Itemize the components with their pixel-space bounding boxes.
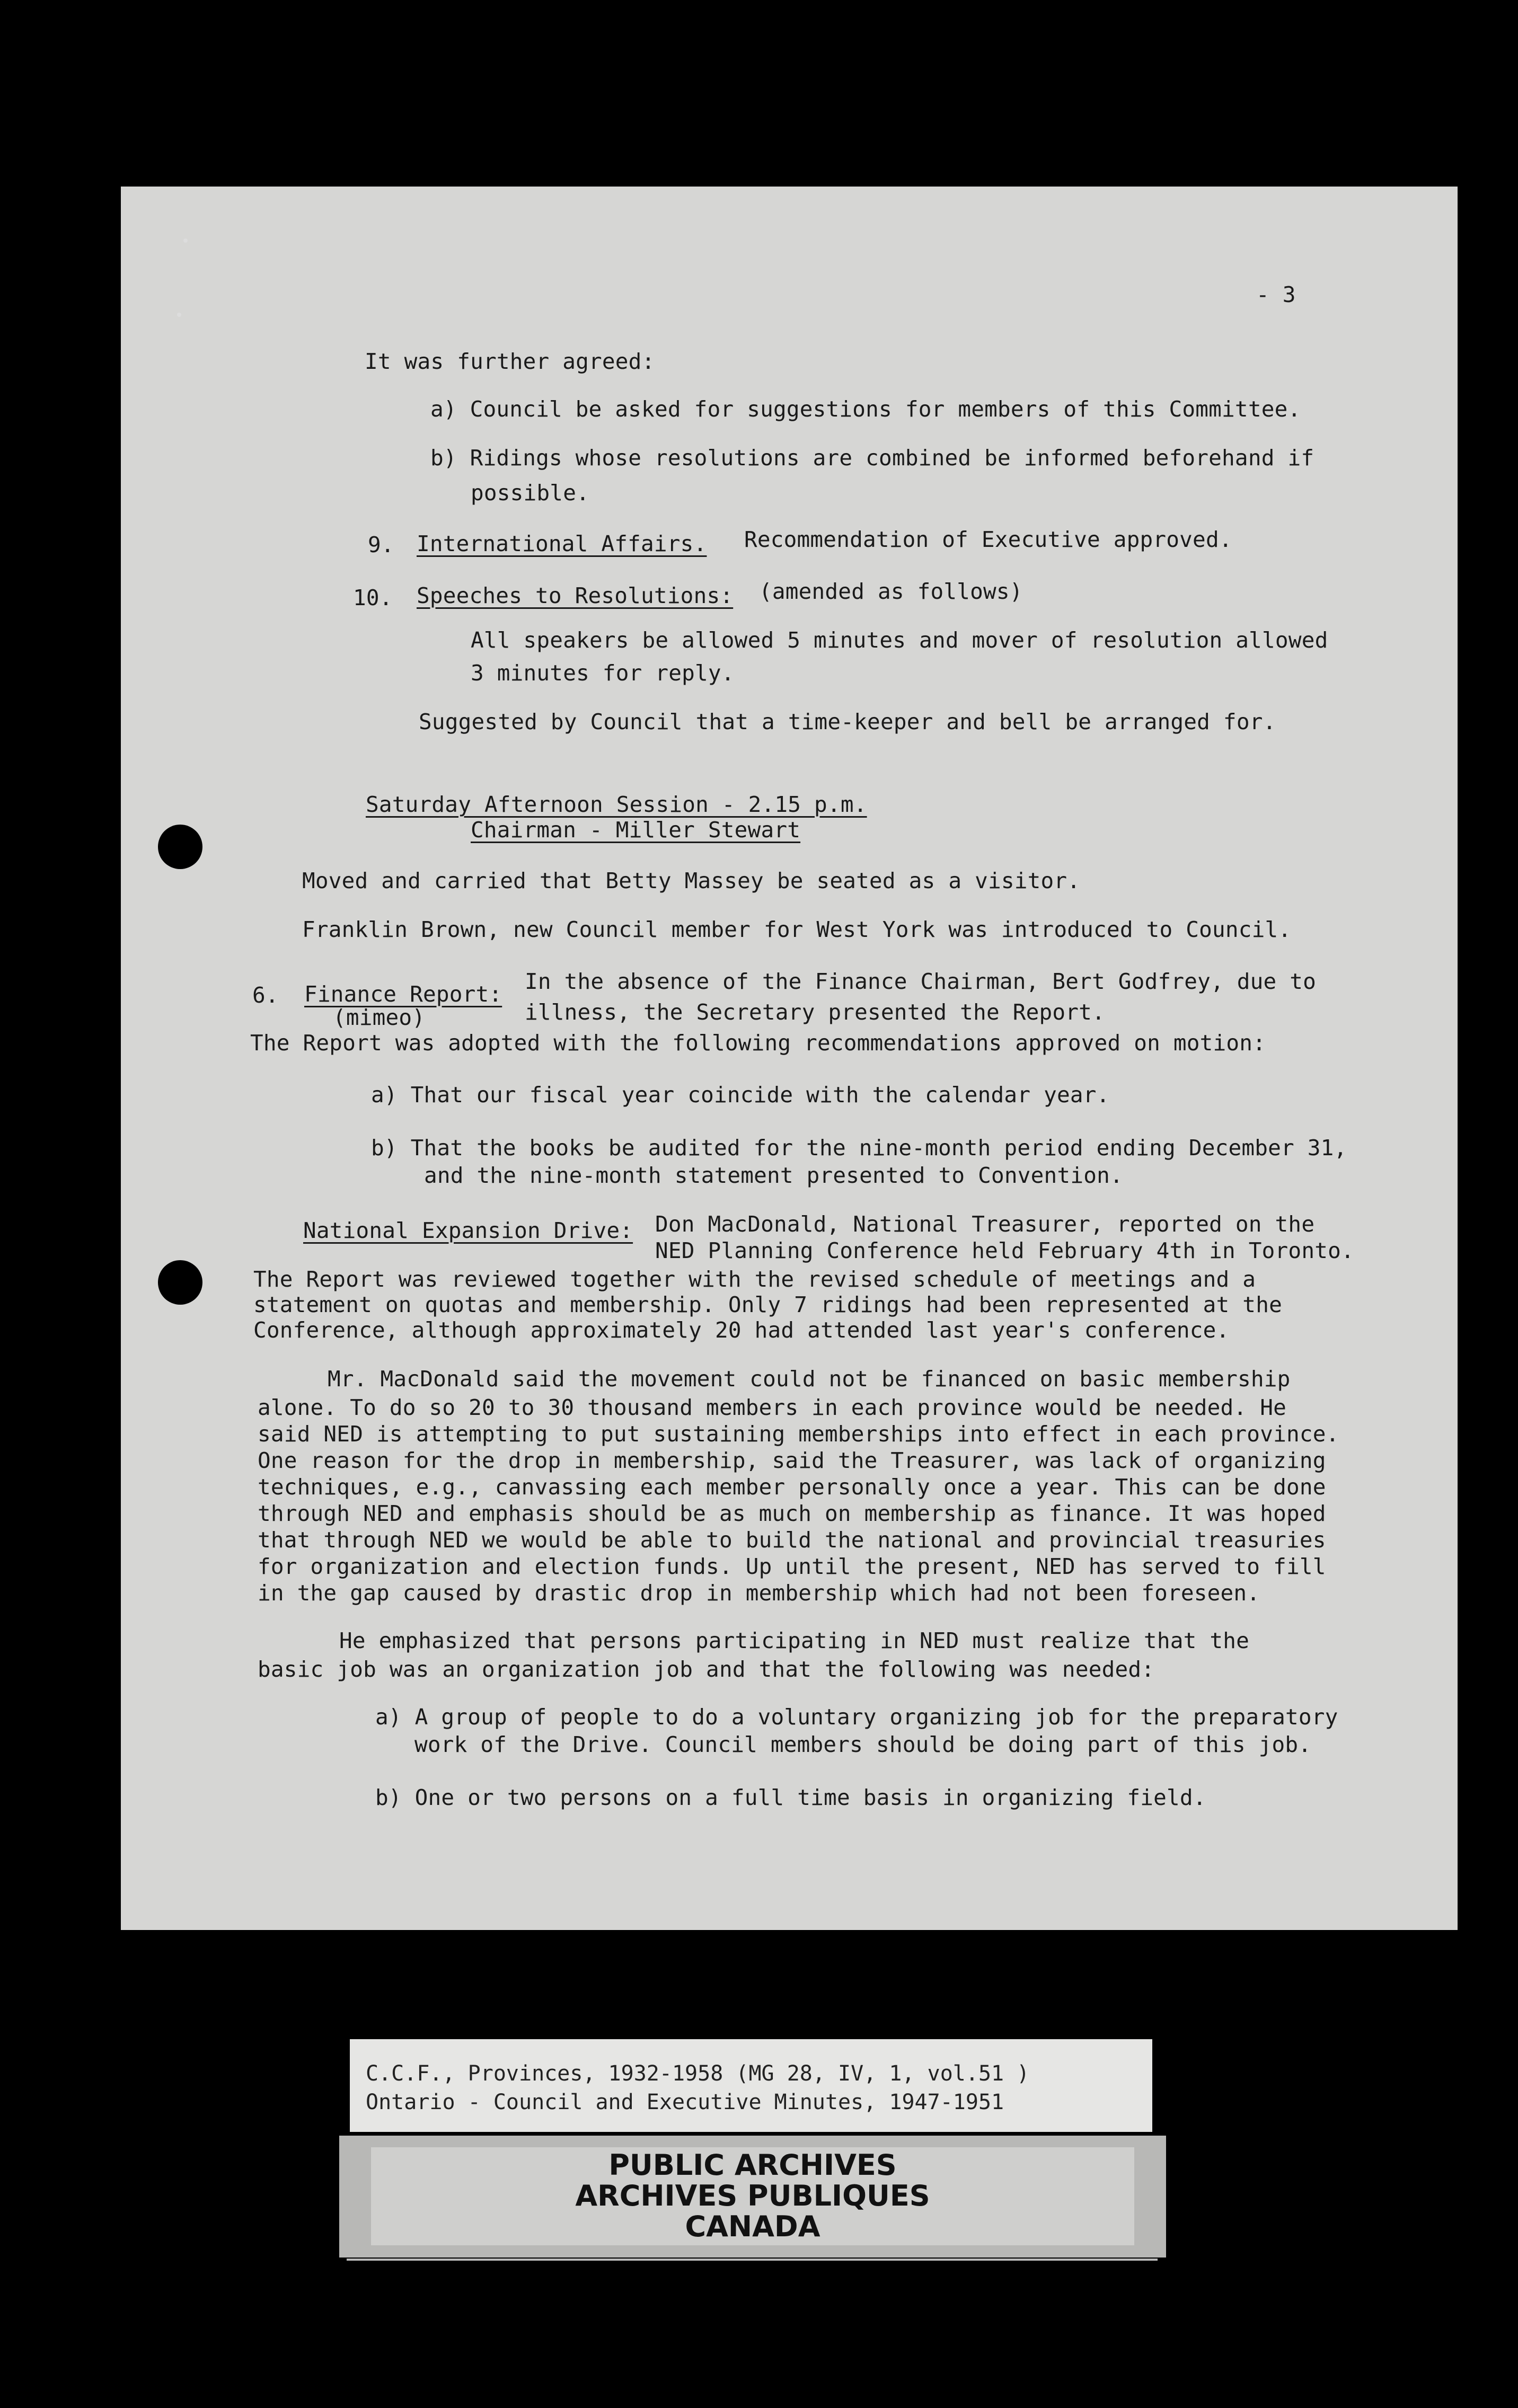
archives-stamp xyxy=(339,2136,1166,2258)
text-line: The Report was reviewed together with the revised schedule of meetings and a xyxy=(253,1267,1256,1292)
text-line: 3 minutes for reply. xyxy=(471,660,735,686)
text-line: Mr. MacDonald said the movement could not be financed on basic membership xyxy=(328,1366,1291,1392)
section-heading: Speeches to Resolutions: xyxy=(417,583,734,608)
list-item: b) That the books be audited for the nine-month period ending December 31, xyxy=(371,1135,1347,1161)
text-line: said NED is attempting to put sustaining memberships into effect in each province. xyxy=(258,1421,1339,1447)
text-line: One reason for the drop in membership, said the Treasurer, was lack of organizing xyxy=(258,1448,1326,1473)
text-line: possible. xyxy=(471,480,589,506)
stamp-line: PUBLIC ARCHIVES xyxy=(608,2148,897,2182)
margin-speck xyxy=(183,238,188,243)
text-line: Recommendation of Executive approved. xyxy=(744,527,1232,552)
text-line: basic job was an organization job and that the following was needed: xyxy=(258,1657,1155,1682)
archive-reference-label xyxy=(350,2039,1152,2132)
list-item: b) Ridings whose resolutions are combined be informed beforehand if xyxy=(430,445,1314,471)
text-line: Suggested by Council that a time-keeper and bell be arranged for. xyxy=(419,709,1276,734)
text-line: In the absence of the Finance Chairman, Bert Godfrey, due to xyxy=(525,969,1317,994)
text-line: He emphasized that persons participating in NED must realize that the xyxy=(339,1628,1250,1653)
section-heading: Finance Report: xyxy=(304,981,502,1007)
text-line: (mimeo) xyxy=(333,1005,426,1030)
text-line: work of the Drive. Council members should be doing part of this job. xyxy=(414,1732,1312,1757)
stamp-underline xyxy=(347,2259,1158,2261)
text-line: (amended as follows) xyxy=(759,579,1023,604)
session-heading: Saturday Afternoon Session - 2.15 p.m. xyxy=(366,792,867,817)
text-line: that through NED we would be able to build the national and provincial treasuries xyxy=(258,1527,1326,1553)
text-line: in the gap caused by drastic drop in membership which had not been foreseen. xyxy=(258,1580,1260,1606)
list-item: a) A group of people to do a voluntary organizing job for the preparatory xyxy=(375,1704,1338,1730)
list-item: a) That our fiscal year coincide with the calendar year. xyxy=(371,1082,1110,1108)
page-number: - 3 xyxy=(1256,282,1296,307)
text-line: Don MacDonald, National Treasurer, reported on the xyxy=(655,1211,1315,1237)
item-number: 6. xyxy=(252,982,279,1008)
text-line: All speakers be allowed 5 minutes and mover of resolution allowed xyxy=(471,627,1328,653)
punch-hole xyxy=(158,825,202,869)
archive-reference-line: C.C.F., Provinces, 1932-1958 (MG 28, IV, 1, vol.51 ) xyxy=(366,2061,1030,2086)
section-heading: International Affairs. xyxy=(417,531,707,556)
session-chairman: Chairman - Miller Stewart xyxy=(471,817,801,843)
section-heading: National Expansion Drive: xyxy=(303,1218,633,1243)
margin-speck xyxy=(177,313,181,317)
text-line: Franklin Brown, new Council member for West York was introduced to Council. xyxy=(302,917,1292,942)
item-number: 9. xyxy=(368,532,394,557)
list-item: a) Council be asked for suggestions for members of this Committee. xyxy=(430,396,1301,422)
text-line: through NED and emphasis should be as much on membership as finance. It was hoped xyxy=(258,1501,1326,1526)
text-line: It was further agreed: xyxy=(365,349,655,374)
list-item: b) One or two persons on a full time basis in organizing field. xyxy=(375,1785,1206,1810)
stamp-panel xyxy=(371,2147,1134,2245)
text-line: and the nine-month statement presented to Convention. xyxy=(424,1163,1123,1188)
text-line: The Report was adopted with the following recommendations approved on motion: xyxy=(250,1030,1266,1056)
text-line: NED Planning Conference held February 4th in Toronto. xyxy=(655,1238,1354,1263)
text-line: for organization and election funds. Up until the present, NED has served to fill xyxy=(258,1554,1326,1579)
archive-reference-line: Ontario - Council and Executive Minutes, 1947-1951 xyxy=(366,2090,1004,2114)
text-line: techniques, e.g., canvassing each member personally once a year. This can be done xyxy=(258,1474,1326,1500)
text-line: illness, the Secretary presented the Report. xyxy=(525,999,1105,1025)
item-number: 10. xyxy=(353,585,393,610)
punch-hole xyxy=(158,1260,202,1305)
text-line: Moved and carried that Betty Massey be seated as a visitor. xyxy=(302,868,1081,893)
stamp-line: CANADA xyxy=(685,2210,820,2243)
text-line: Conference, although approximately 20 had attended last year's conference. xyxy=(253,1317,1230,1343)
stamp-line: ARCHIVES PUBLIQUES xyxy=(575,2179,930,2212)
text-line: statement on quotas and membership. Only 7 ridings had been represented at the xyxy=(253,1292,1282,1317)
text-line: alone. To do so 20 to 30 thousand members in each province would be needed. He xyxy=(258,1395,1286,1420)
